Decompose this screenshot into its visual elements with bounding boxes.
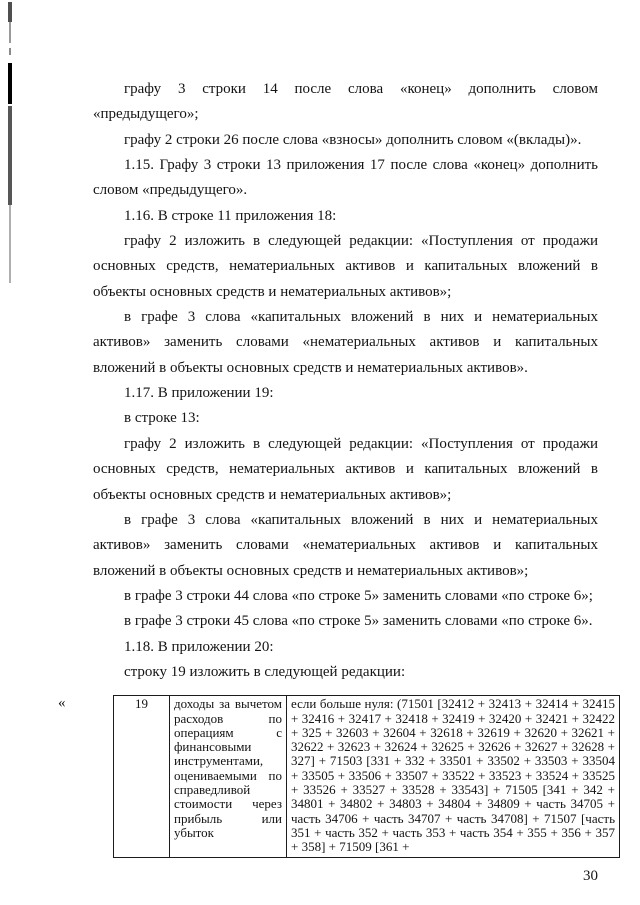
paragraph: графу 2 изложить в следующей редакции: «Поступления от продажи основных средств, нематериальных активов и капитальных вложений в объекты основных средств и нематериальных активов»; bbox=[93, 233, 598, 300]
paragraph: графу 3 строки 14 после слова «конец» дополнить словом «предыдущего»; bbox=[93, 81, 598, 123]
scan-artifact-line bbox=[9, 22, 11, 43]
cell-row-number: 19 bbox=[114, 696, 170, 857]
cell-indicator-name: доходы за вычетом расходов по операциям с финансовыми инструментами, оцениваемыми по справедливой стоимости через прибыль или убыток bbox=[170, 696, 287, 857]
paragraph: в графе 3 строки 45 слова «по строке 5» заменить словами «по строке 6». bbox=[124, 613, 593, 630]
scan-artifact-bar bbox=[8, 106, 12, 205]
paragraph: 1.16. В строке 11 приложения 18: bbox=[124, 207, 337, 224]
paragraph: строку 19 изложить в следующей редакции: bbox=[124, 663, 406, 680]
paragraph: в строке 13: bbox=[124, 410, 200, 427]
paragraph: в графе 3 слова «капитальных вложений в них и нематериальных активов» заменить словами «нематериальных активов и капитальных вложений в объекты основных средств и нематериальных активов». bbox=[93, 309, 598, 376]
paragraph: 1.15. Графу 3 строки 13 приложения 17 после слова «конец» дополнить словом «предыдущего». bbox=[93, 157, 598, 199]
table-row bbox=[114, 696, 620, 857]
page-number: 30 bbox=[583, 868, 598, 884]
paragraph: графу 2 строки 26 после слова «взносы» дополнить словом «(вклады)». bbox=[124, 131, 582, 148]
scan-artifact-line bbox=[9, 205, 11, 283]
paragraph: в графе 3 слова «капитальных вложений в них и нематериальных активов» заменить словами «нематериальных активов и капитальных вложений в объекты основных средств и нематериальных активов»; bbox=[93, 511, 598, 579]
document-body bbox=[58, 77, 615, 858]
paragraph: 1.18. В приложении 20: bbox=[124, 638, 274, 655]
table-wrap bbox=[58, 695, 615, 857]
amendment-table bbox=[113, 695, 620, 857]
paragraph: графу 2 изложить в следующей редакции: «Поступления от продажи основных средств, нематериальных активов и капитальных вложений в объекты основных средств и нематериальных активов»; bbox=[93, 435, 598, 503]
cell-formula: если больше нуля: (71501 [32412 + 32413 + 32414 + 32415 + 32416 + 32417 + 32418 + 32419 + 32420 + 32421 + 32422 + 325 + 32603 + 32604 + 32618 + 32619 + 32620 + 32621 + 32622 + 32623 + 32624 + 32625 + 32626 + 32627 + 32628 + 327] + 71503 [331 + 332 + 33501 + 33502 + 33503 + 33504 + 33505 + 33506 + 33507 + 33522 + 33523 + 33524 + 33525 + 33526 + 33527 + 33528 + 33543] + 71505 [341 + 342 + 34801 + 34802 + 34803 + 34804 + 34809 + часть 34705 + часть 34706 + часть 34707 + часть 34708] + 71507 [часть 351 + часть 352 + часть 353 + часть 354 + 355 + 356 + 357 + 358] + 71509 [361 + bbox=[287, 696, 620, 857]
scan-artifact-speck bbox=[9, 48, 11, 55]
scan-artifact-bar bbox=[8, 2, 12, 22]
paragraph: в графе 3 строки 44 слова «по строке 5» заменить словами «по строке 6»; bbox=[124, 587, 593, 604]
scan-artifact-bar bbox=[8, 63, 12, 104]
paragraph: 1.17. В приложении 19: bbox=[124, 385, 274, 402]
opening-quote-mark: « bbox=[58, 695, 66, 712]
